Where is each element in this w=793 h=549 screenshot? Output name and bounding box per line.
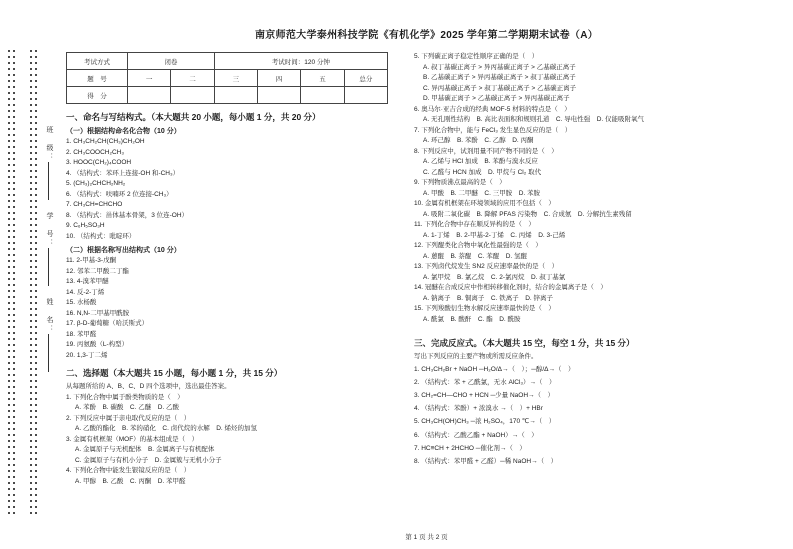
question-stem: 6. 奥马尔·亚吉合成的经典 MOF-5 材料的特点是（ ） (414, 105, 571, 113)
question-stem: 15. 下列羧酸衍生物水解反应速率最快的是（ ） (414, 305, 555, 312)
question-col-header: 一 (128, 70, 171, 87)
mc-question-8 (414, 147, 787, 179)
structure-item: 20. 1,3-丁二烯 (66, 351, 108, 359)
naming-item: 7. CH₃CH=CHCHO (66, 201, 123, 208)
score-cell (171, 87, 214, 104)
naming-item: 3. HOOC(CH₂)₄COOH (66, 159, 132, 166)
reaction-item: 1. CH₃CH₂Br + NaOH ─H₂O/Δ→（ ）；─醇/Δ→（ ） (414, 365, 575, 373)
section3-intro: 写出下列反应的主要产物或所需反应条件。 (414, 353, 538, 360)
binding-dotted-line (30, 50, 32, 515)
question-stem: 4. 下列化合物中能发生银镜反应的是（ ） (66, 467, 191, 474)
reaction-item: 8. （结构式：苯甲醛 + 乙醛）─稀 NaOH→（ ） (414, 457, 558, 465)
question-option-line: A. 钠离子 B. 铜离子 C. 铁离子 D. 锌离子 (423, 294, 554, 302)
binding-dotted-line (13, 50, 15, 515)
naming-item: 1. CH₃CH₂CH(CH₃)CH₂OH (66, 138, 145, 145)
naming-item: 6. （结构式：呋喃环 2 位连接-CH₃） (66, 190, 173, 198)
question-option-line: A. 氯甲烷 B. 氯乙烷 C. 2-氯丙烷 D. 叔丁基氯 (423, 273, 566, 281)
exam-info-table (66, 52, 388, 104)
question-stem: 1. 下列化合物中属于酚类物质的是（ ） (66, 393, 184, 401)
name-label: 姓 名： (46, 298, 53, 334)
section1-part1-title: （一）根据结构命名化合物（10 分） (66, 128, 181, 135)
structure-item: 19. 丙氨酸（L-构型） (66, 341, 129, 348)
question-stem: 13. 下列卤代烷发生 SN2 反应速率最快的是（ ） (414, 263, 559, 270)
student-id-fill-line (48, 248, 49, 286)
reaction-item: 4. （结构式：苯酚）+ 浓溴水 →（ ）+ HBr (414, 405, 543, 413)
section1-part2-title: （二）根据名称写出结构式（10 分） (66, 247, 181, 254)
naming-item: 2. CH₃COOCH₂CH₃ (66, 148, 125, 156)
section2-intro: 从每题所给的 A、B、C、D 四个选项中，选出最佳答案。 (66, 383, 231, 390)
left-column (66, 52, 400, 487)
question-option-line: C. 金属原子与有机小分子 D. 金属簇与无机小分子 (75, 456, 222, 464)
reaction-item: 6. （结构式：乙酸乙酯 + NaOH）→（ ） (414, 431, 538, 439)
mc-question-3 (66, 435, 400, 467)
mc-question-14 (414, 283, 787, 304)
mc-question-2 (66, 414, 400, 435)
question-col-header: 总分 (344, 70, 387, 87)
reaction-item: 5. CH₃CH(OH)CH₃ ─浓 H₂SO₄，170 ℃→（ ） (414, 418, 556, 426)
structure-item: 13. 4-溴苯甲醚 (66, 278, 109, 285)
question-stem: 14. 冠醚在合成反应中作相转移催化剂时，结合的金属离子是（ ） (414, 284, 607, 291)
question-option-line: A. 甲醇 B. 乙酸 C. 丙酮 D. 苯甲醛 (75, 477, 186, 485)
question-stem: 11. 下列化合物中存在顺反异构的是（ ） (414, 221, 535, 228)
question-stem: 2. 下列反应中属于亲电取代反应的是（ ） (66, 414, 191, 422)
section3-title: 三、完成反应式。（本大题共 15 空，每空 1 分，共 15 分） (414, 338, 635, 348)
question-col-header: 四 (257, 70, 300, 87)
question-option-line: B. 乙基碳正离子 > 异丙基碳正离子 > 叔丁基碳正离子 (423, 74, 576, 81)
question-option-line: A. 苯酚 B. 碳酸 C. 乙醚 D. 乙酸 (75, 404, 180, 411)
question-stem: 9. 下列物质沸点最高的是（ ） (414, 179, 506, 186)
score-cell (128, 87, 171, 104)
class-label: 班 级： (46, 126, 53, 162)
question-stem: 10. 金属有机框架在环境领域的应用不包括（ ） (414, 200, 555, 207)
name-fill-line (48, 334, 49, 372)
exam-method-label: 考试方式 (67, 53, 128, 70)
naming-item: 5. (CH₃)₂CHCH₂NH₂ (66, 180, 126, 187)
question-col-header: 三 (214, 70, 257, 87)
structure-item: 11. 2-甲基-3-戊酮 (66, 257, 117, 264)
mc-question-12 (414, 241, 787, 262)
question-col-header: 五 (301, 70, 344, 87)
naming-item: 8. （结构式：甾体基本骨架，3 位连-OH） (66, 211, 189, 219)
reaction-item: 2. （结构式：苯 + 乙酰氯，无水 AlCl₃）→（ ） (414, 378, 556, 386)
reaction-item: 3. CH₂=CH—CHO + HCN ─少量 NaOH→（ ） (414, 391, 555, 399)
structure-item: 18. 苯甲醛 (66, 330, 97, 338)
mc-question-10 (414, 199, 787, 220)
score-row-label: 得 分 (67, 87, 128, 104)
question-option-line: C. 乙醛与 HCN 加成 D. 甲烷与 Cl₂ 取代 (423, 168, 542, 176)
question-col-header: 二 (171, 70, 214, 87)
mc-question-11 (414, 220, 787, 241)
question-option-line: A. 甲酸 B. 二甲醚 C. 三甲胺 D. 苯胺 (423, 189, 541, 197)
score-cell (301, 87, 344, 104)
question-option-line: A. 乙烯与 HCl 加成 B. 苯酚与溴水反应 (423, 158, 538, 165)
question-option-line: A. 1-丁烯 B. 2-甲基-2-丁烯 C. 丙烯 D. 3-己烯 (423, 231, 566, 239)
score-cell (344, 87, 387, 104)
structure-item: 14. 反-2-丁烯 (66, 288, 105, 296)
question-option-line: A. 无孔刚性结构 B. 高比表面积和规则孔道 C. 导电性强 D. 仅能吸附氧气 (423, 116, 645, 123)
question-option-line: A. 吸附二氧化碳 B. 降解 PFAS 污染物 C. 合成氨 D. 分解抗生素残留 (423, 210, 632, 218)
page-content (66, 0, 787, 549)
question-stem: 3. 金属有机框架（MOF）的基本组成是（ ） (66, 435, 199, 443)
structure-item-list (66, 256, 400, 361)
question-option-line: A. 蒽醌 B. 萘醌 C. 苯醌 D. 氢醌 (423, 252, 528, 260)
question-row-label: 题 号 (67, 70, 128, 87)
naming-item-list (66, 137, 400, 242)
binding-margin (0, 0, 64, 549)
binding-dotted-line (35, 50, 37, 515)
class-fill-line (48, 162, 49, 200)
mc-question-6 (414, 105, 787, 126)
naming-item: 4. （结构式：苯环上连接-OH 和-CH₃） (66, 169, 180, 177)
section1-title: 一、命名与写结构式。（本大题共 20 小题，每小题 1 分，共 20 分） (66, 112, 321, 122)
reaction-list (414, 363, 787, 469)
question-option-line: A. 乙酸的酯化 B. 苯的硝化 C. 卤代烷的水解 D. 烯烃的加氢 (75, 425, 258, 432)
mc-question-15 (414, 304, 787, 325)
question-option-line: A. 金属原子与无机配体 B. 金属离子与有机配体 (75, 446, 215, 453)
structure-item: 12. 邻苯二甲酸二丁酯 (66, 267, 129, 275)
binding-dotted-line (8, 50, 10, 515)
question-option-line: C. 异丙基碳正离子 > 叔丁基碳正离子 > 乙基碳正离子 (423, 84, 577, 92)
question-stem: 8. 下列反应中，试剂用量不同产物不同的是（ ） (414, 147, 558, 155)
structure-item: 16. N,N-二甲基甲酰胺 (66, 309, 130, 317)
question-option-line: A. 叔丁基碳正离子 > 异丙基碳正离子 > 乙基碳正离子 (423, 63, 576, 71)
question-option-line: D. 甲基碳正离子 > 乙基碳正离子 > 异丙基碳正离子 (423, 95, 570, 102)
mc-question-5 (414, 52, 787, 105)
mc-question-4 (66, 466, 400, 487)
mc-question-9 (414, 178, 787, 199)
exam-method-value: 闭卷 (128, 53, 215, 70)
mc-question-1 (66, 393, 400, 414)
reaction-item: 7. HC≡CH + 2HCHO ─催化剂→（ ） (414, 444, 526, 452)
score-cell (257, 87, 300, 104)
mc-question-13 (414, 262, 787, 283)
page-title: 南京师范大学泰州科技学院《有机化学》2025 学年第二学期期末试卷（A） (254, 30, 599, 41)
question-stem: 7. 下列化合物中，能与 FeCl₃ 发生显色反应的是（ ） (414, 126, 572, 134)
question-stem: 12. 下列醌类化合物中氧化性最强的是（ ） (414, 242, 542, 249)
question-option-line: A. 环己醇 B. 苯酚 C. 乙醇 D. 丙酮 (423, 137, 534, 144)
student-id-label: 学 号： (46, 212, 53, 248)
section2-title: 二、选择题（本大题共 15 小题，每小题 1 分，共 15 分） (66, 368, 283, 378)
structure-item: 15. 水杨酸 (66, 299, 97, 306)
mc-question-7 (414, 126, 787, 147)
page-number: 第 1 页 共 2 页 (405, 534, 448, 541)
question-stem: 5. 下列碳正离子稳定性顺序正确的是（ ） (414, 53, 539, 60)
naming-item: 10. （结构式：吡啶环） (66, 232, 136, 240)
exam-time-label: 考试时间：120 分钟 (214, 53, 387, 70)
question-option-line: A. 酰氯 B. 酸酐 C. 酯 D. 酰胺 (423, 315, 521, 323)
right-column (414, 52, 787, 487)
structure-item: 17. β-D-葡萄糖（哈沃斯式） (66, 320, 149, 327)
naming-item: 9. C₆H₅SO₃H (66, 222, 105, 229)
score-cell (214, 87, 257, 104)
